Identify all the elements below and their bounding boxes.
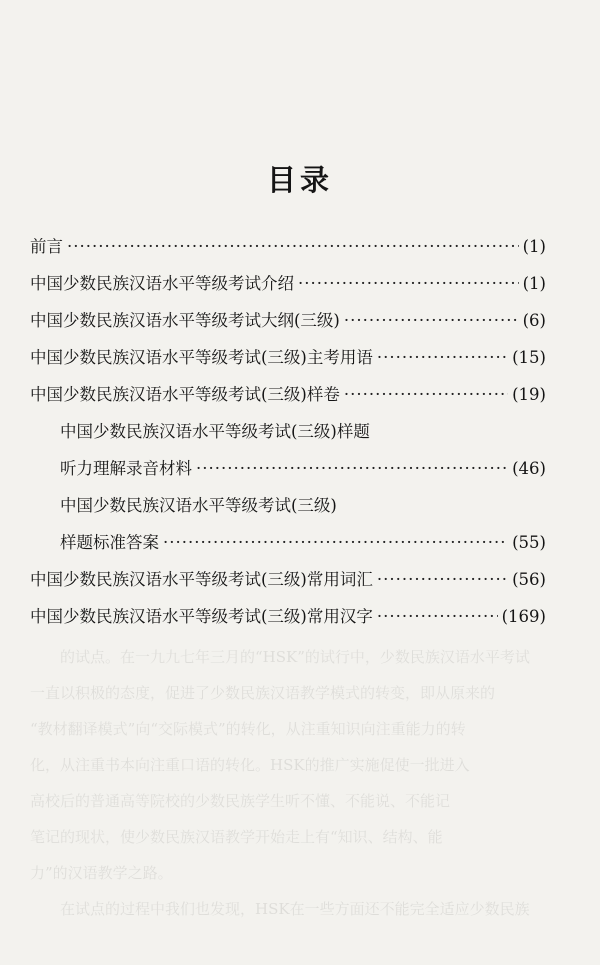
toc-leader-dots (344, 302, 519, 339)
toc-entry-label: 中国少数民族汉语水平等级考试(三级)常用词汇 (30, 570, 373, 589)
toc-entry-label: 中国少数民族汉语水平等级考试(三级)主考用语 (30, 348, 373, 367)
toc-subentry[interactable] (30, 450, 546, 487)
toc-entry[interactable] (30, 302, 546, 339)
toc-entry-label: 前言 (30, 237, 63, 256)
toc-entry-label: 中国少数民族汉语水平等级考试(三级)样卷 (30, 385, 340, 404)
bleed-through-text: 笔记的现状，使少数民族汉语教学开始走上有“知识、结构、能 (30, 828, 443, 846)
toc-subentry[interactable] (30, 524, 546, 561)
bleed-through-text: “教材翻译模式”向“交际模式”的转化，从注重知识向注重能力的转 (30, 720, 466, 738)
toc-entry-label: 中国少数民族汉语水平等级考试大纲(三级) (30, 311, 340, 330)
toc-leader-dots (377, 561, 508, 598)
toc-leader-dots (298, 265, 519, 302)
page-title: 目录 (266, 163, 333, 197)
toc-leader-dots (344, 376, 508, 413)
toc-entry[interactable] (30, 561, 546, 598)
toc-entry-label: 样题标准答案 (60, 533, 159, 552)
bleed-through-text: 的试点。在一九九七年三月的“HSK”的试行中，少数民族汉语水平考试 (30, 648, 530, 666)
toc-page-number: (55) (512, 533, 546, 552)
toc-page-number: (15) (512, 348, 546, 367)
toc-leader-dots (163, 524, 508, 561)
toc-page-number: (169) (501, 607, 546, 626)
toc-entry[interactable] (30, 598, 546, 635)
toc-entry[interactable] (30, 339, 546, 376)
toc-entry[interactable] (30, 265, 546, 302)
toc-entry[interactable] (30, 228, 546, 265)
toc-subentry[interactable] (30, 487, 546, 524)
toc-leader-dots (377, 339, 508, 376)
toc-entry-label: 中国少数民族汉语水平等级考试(三级) (60, 496, 337, 515)
toc-entry-label: 听力理解录音材料 (60, 459, 192, 478)
bleed-through-text: 化，从注重书本向注重口语的转化。HSK的推广实施促使一批进入 (30, 756, 470, 774)
toc-leader-dots (377, 598, 498, 635)
toc-leader-dots (67, 228, 519, 265)
toc-page-number: (6) (522, 311, 546, 330)
toc-entry-label: 中国少数民族汉语水平等级考试介绍 (30, 274, 294, 293)
toc-entry[interactable] (30, 376, 546, 413)
bleed-through-text: 力”的汉语教学之路。 (30, 864, 173, 882)
toc-entry-label: 中国少数民族汉语水平等级考试(三级)常用汉字 (30, 607, 373, 626)
toc-page-number: (56) (512, 570, 546, 589)
toc-entry-label: 中国少数民族汉语水平等级考试(三级)样题 (60, 422, 370, 441)
toc-page-number: (19) (512, 385, 546, 404)
table-of-contents (30, 228, 546, 635)
bleed-through-text: 高校后的普通高等院校的少数民族学生听不懂、不能说、不能记 (30, 792, 451, 810)
bleed-through-text: 一直以积极的态度，促进了少数民族汉语教学模式的转变，即从原来的 (30, 684, 496, 702)
toc-page-number: (1) (522, 237, 546, 256)
toc-page-number: (1) (522, 274, 546, 293)
bleed-through-text: 在试点的过程中我们也发现，HSK在一些方面还不能完全适应少数民族 (30, 900, 530, 918)
toc-leader-dots (196, 450, 508, 487)
toc-page-number: (46) (512, 459, 546, 478)
toc-subentry[interactable] (30, 413, 546, 450)
